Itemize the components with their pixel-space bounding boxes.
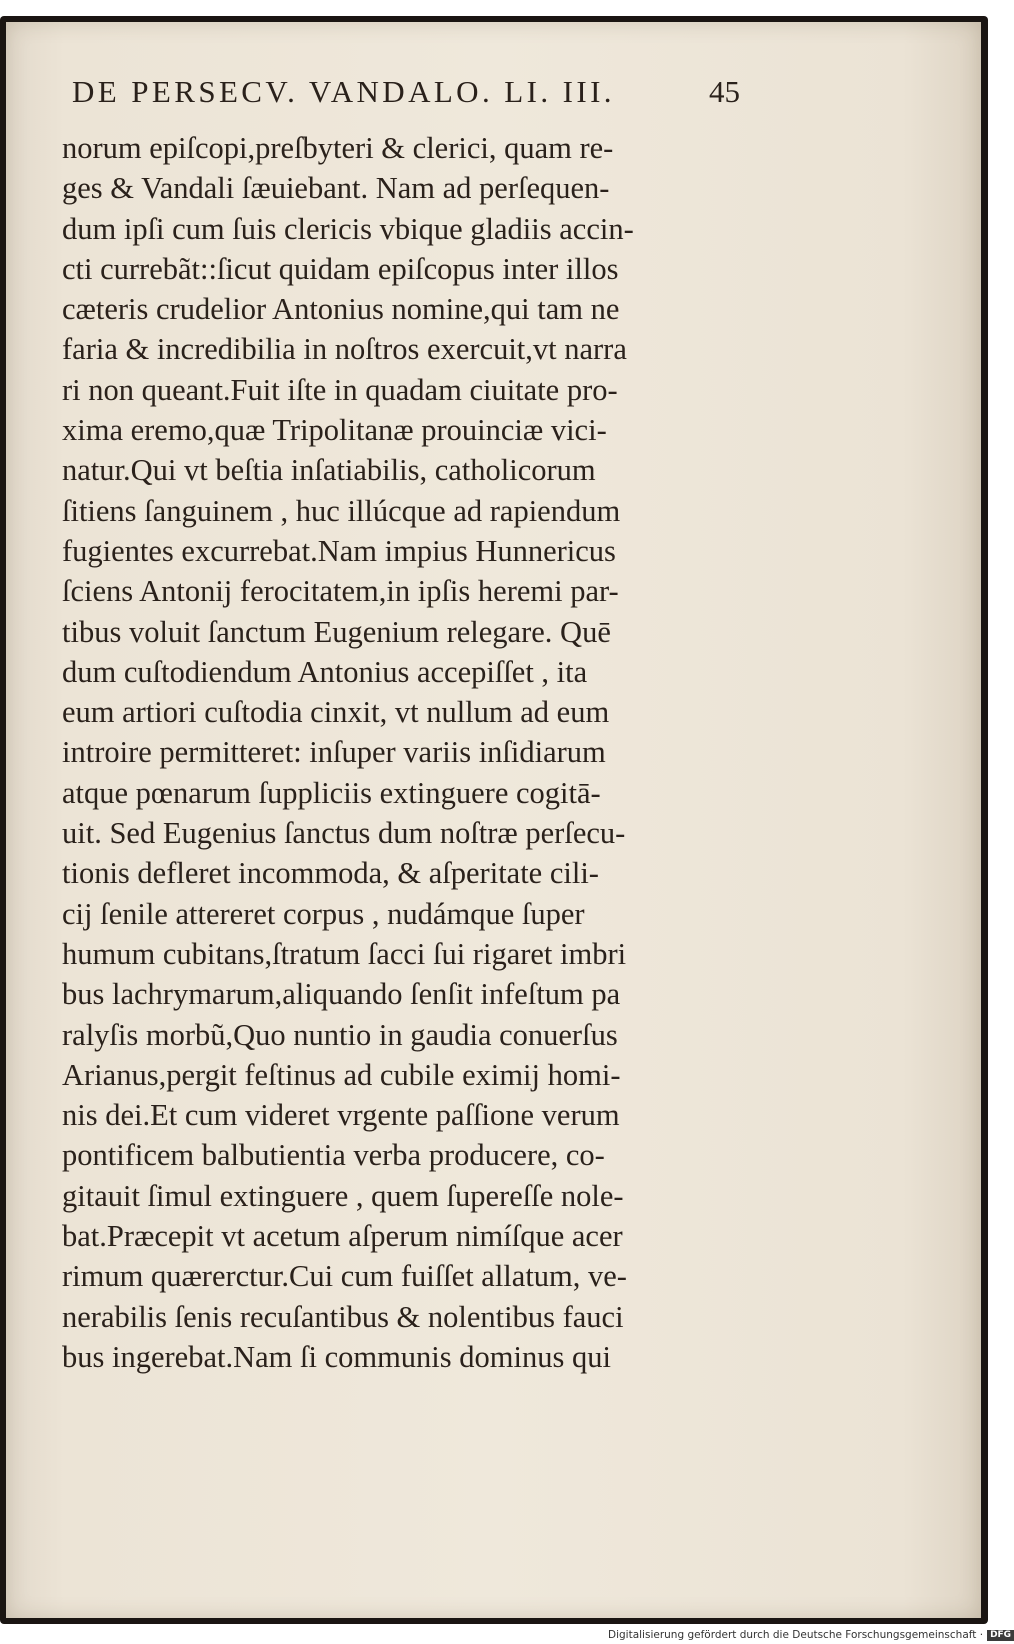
text-line: introire permitteret: inſuper variis inſidiarum [62, 735, 606, 770]
text-line: uit. Sed Eugenius ſanctus dum noſtræ perſecu- [62, 816, 626, 851]
text-line: cij ſenile attereret corpus , nudámque ſuper [62, 896, 585, 931]
text-line: natur.Qui vt beſtia inſatiabilis, catholicorum [62, 453, 596, 488]
running-head-title: DE PERSECV. VANDALO. LI. III. [72, 74, 615, 109]
text-line: atque pœnarum ſuppliciis extinguere cogitā- [62, 775, 601, 810]
text-line: cæteris crudelior Antonius nomine,qui tam ne [62, 292, 620, 327]
credit-text: Digitalisierung gefördert durch die Deutsche Forschungsgemeinschaft · [608, 1629, 984, 1641]
text-line: gitauit ſimul extinguere , quem ſupereſſe nole- [62, 1178, 624, 1213]
text-line: humum cubitans,ſtratum ſacci ſui rigaret imbri [62, 936, 627, 971]
text-line: cti currebãt::ſicut quidam epiſcopus inter illos [62, 251, 619, 286]
text-line: fugientes excurrebat.Nam impius Hunnericus [62, 533, 616, 568]
text-line: dum ipſi cum ſuis clericis vbique gladiis accin- [62, 211, 634, 246]
text-line: rimum quærerctur.Cui cum fuiſſet allatum, ve- [62, 1259, 627, 1294]
page-number: 45 [709, 74, 740, 109]
text-line: nerabilis ſenis recuſantibus & nolentibus fauci [62, 1299, 624, 1334]
digitization-credit [608, 1628, 1012, 1642]
text-line: dum cuſtodiendum Antonius accepiſſet , ita [62, 654, 588, 689]
text-line: ralyſis morbũ,Quo nuntio in gaudia conuerſus [62, 1017, 618, 1052]
text-line: ſciens Antonij ferocitatem,in ipſis heremi par- [62, 574, 619, 609]
text-line: Arianus,pergit feſtinus ad cubile eximij homi- [62, 1057, 621, 1092]
text-line: nis dei.Et cum videret vrgente paſſione verum [62, 1098, 620, 1133]
text-line: tionis defleret incommoda, & aſperitate cili- [62, 856, 599, 891]
text-line: xima eremo,quæ Tripolitanæ prouinciæ vici- [62, 413, 607, 448]
text-line: bus lachrymarum,aliquando ſenſit infeſtum pa [62, 977, 621, 1012]
text-line: pontificem balbutientia verba producere, co- [62, 1138, 605, 1173]
text-line: tibus voluit ſanctum Eugenium relegare. Quē [62, 614, 611, 649]
text-line: ges & Vandali ſæuiebant. Nam ad perſequen- [62, 171, 610, 206]
page-body-text [62, 128, 762, 1388]
running-header [72, 74, 740, 122]
text-line: ſitiens ſanguinem , huc illúcque ad rapiendum [62, 493, 621, 528]
text-line: faria & incredibilia in noſtros exercuit,vt narra [62, 332, 627, 367]
text-line: ri non queant.Fuit iſte in quadam ciuitate pro- [62, 372, 618, 407]
text-line: bat.Præcepit vt acetum aſperum nimíſque acer [62, 1219, 623, 1254]
text-line: norum epiſcopi,preſbyteri & clerici, quam re- [62, 131, 614, 165]
text-line: eum artiori cuſtodia cinxit, vt nullum ad eum [62, 695, 610, 730]
text-line: bus ingerebat.Nam ſi communis dominus qui [62, 1339, 611, 1374]
dfg-logo: DFG [987, 1630, 1014, 1641]
